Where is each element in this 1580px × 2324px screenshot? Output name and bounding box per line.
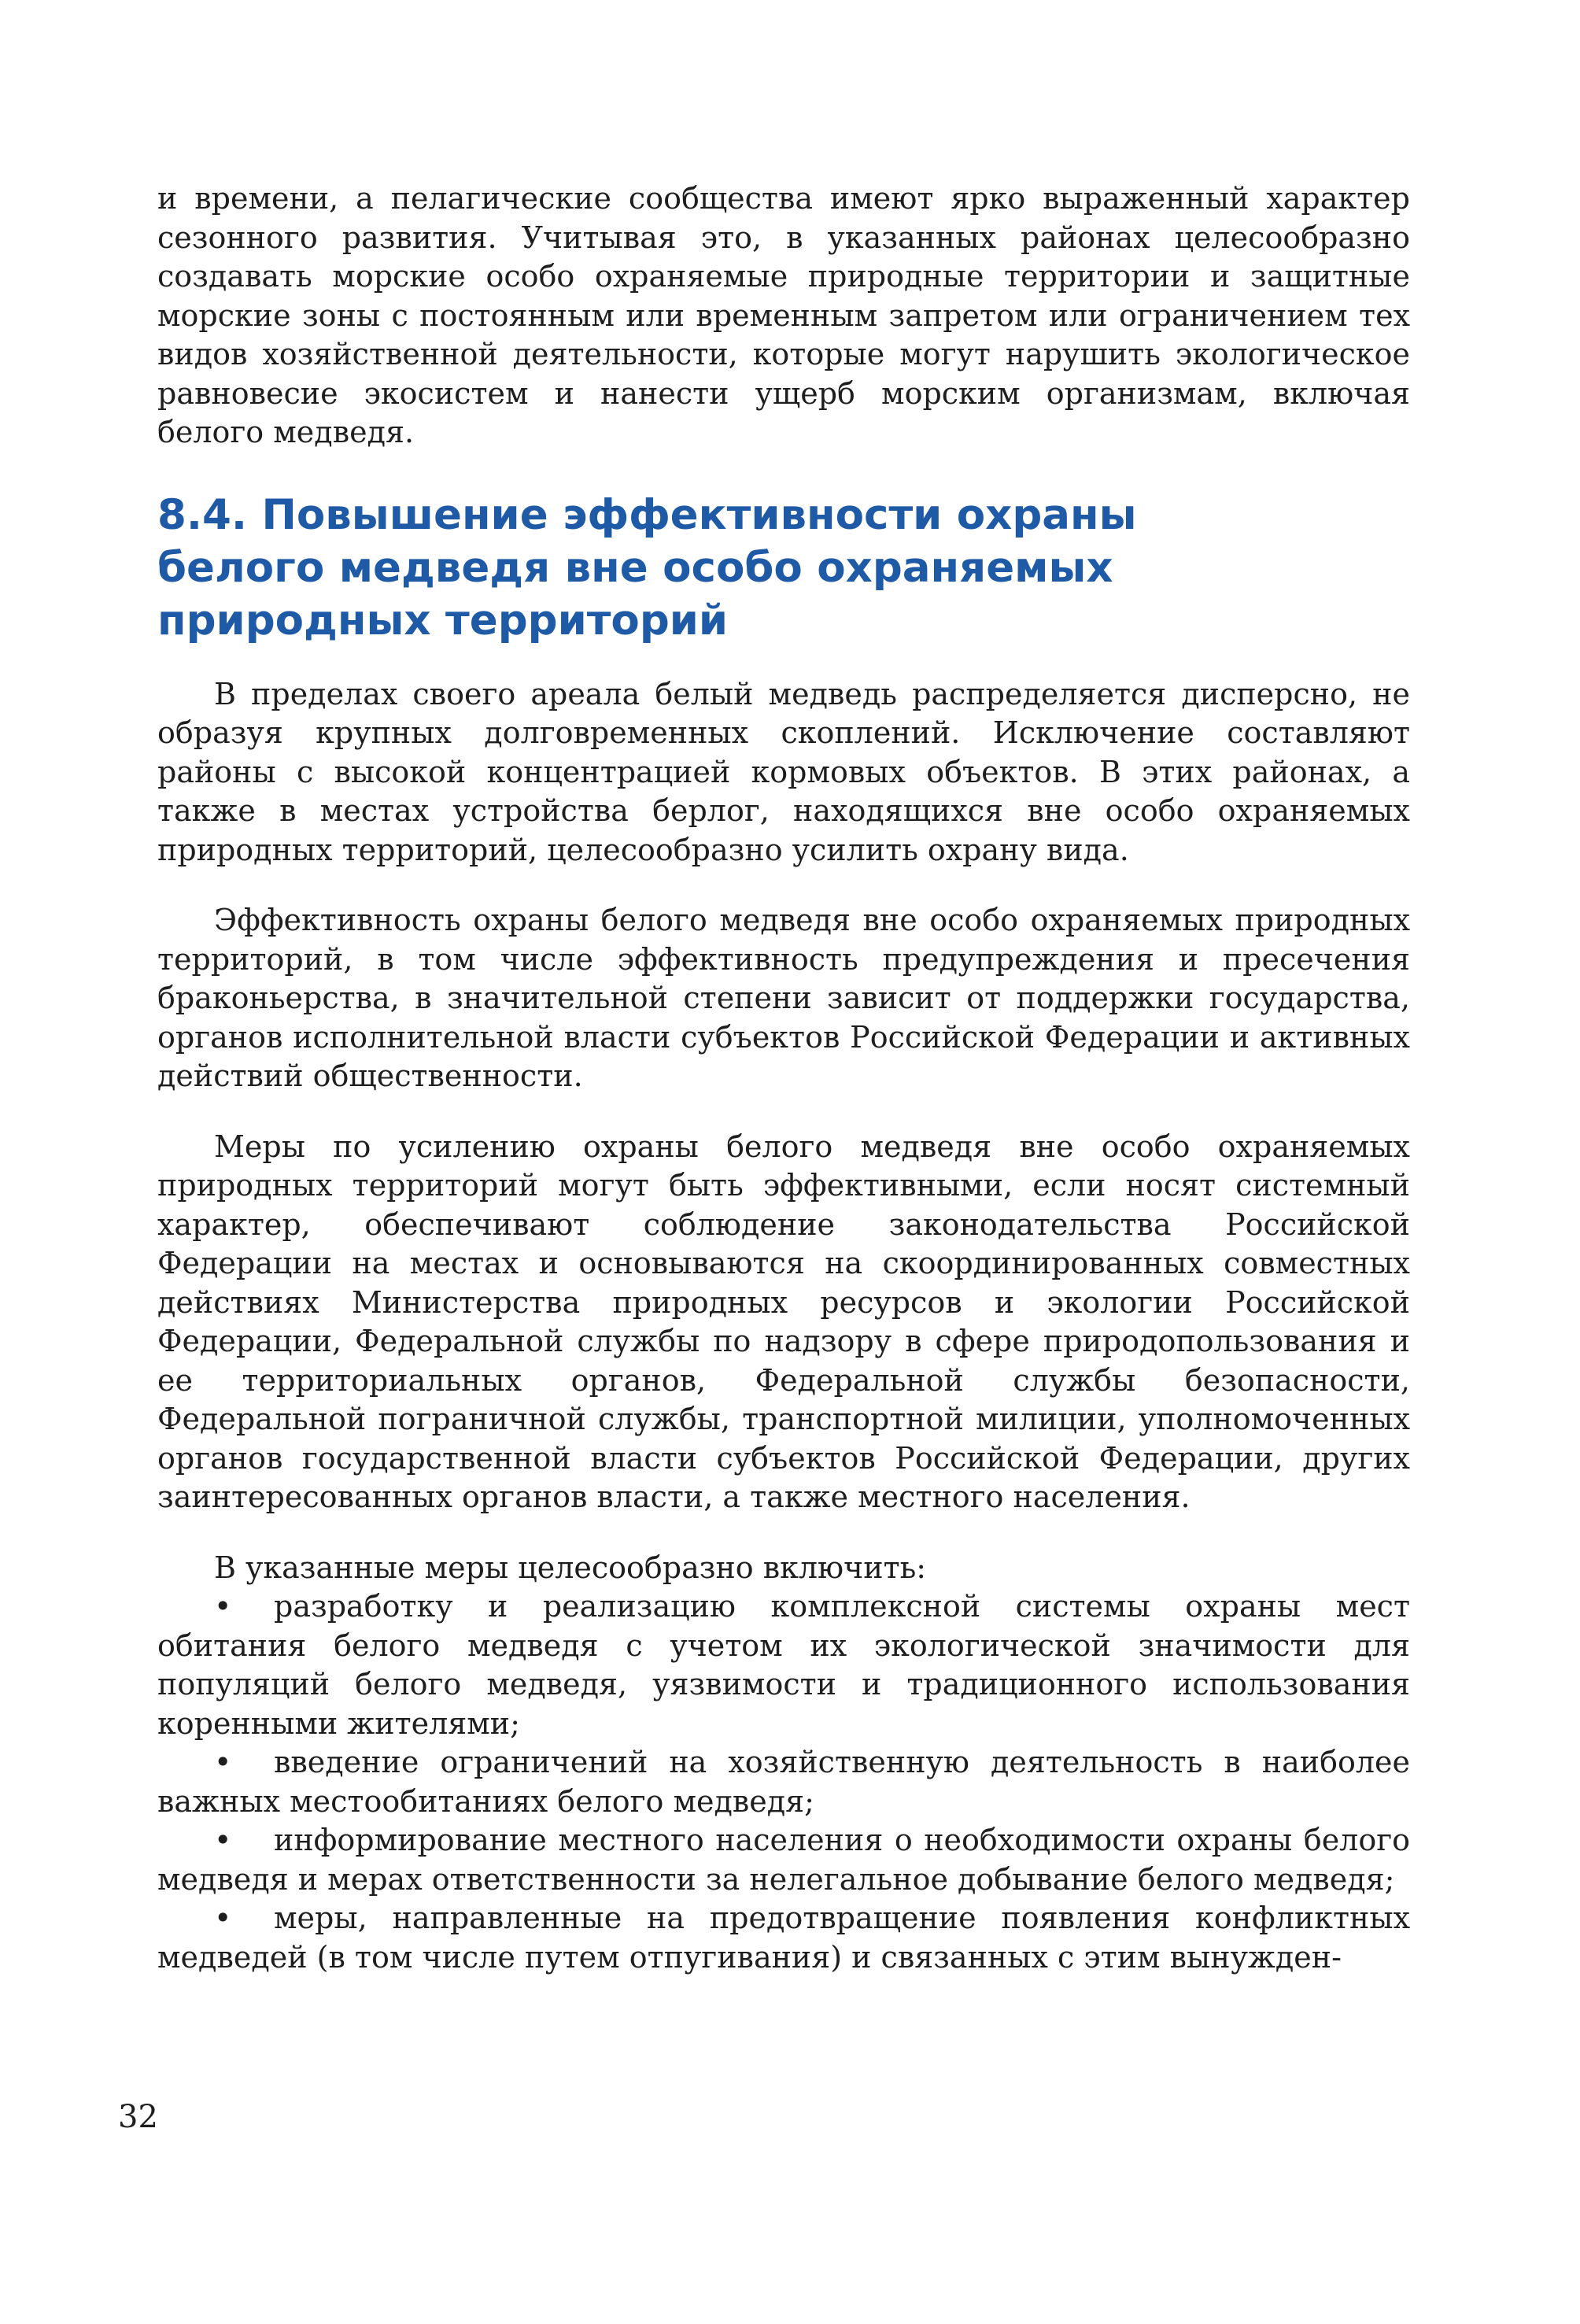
bullet-text-3: информирование местного населения о необходимости охраны белого медведя и мерах ответственности за нелегальное добывание белого медведя; <box>157 1823 1410 1897</box>
section-heading <box>157 489 1410 647</box>
bullet-item-3 <box>157 1821 1410 1899</box>
body-paragraph-1: В пределах своего ареала белый медведь распределяется дисперсно, не образуя крупных долговременных скоплений. Исключение составляют районы с высокой концентрацией кормовых объектов. В этих районах, а также в местах устройства берлог, находящихся вне особо охраняемых природных территорий, целесообразно усилить охрану вида. <box>157 676 1410 867</box>
bullet-marker: • <box>214 1589 232 1624</box>
section-heading-line-3: природных территорий <box>157 596 729 645</box>
text-column <box>157 179 1410 1977</box>
bullet-item-1 <box>157 1587 1410 1743</box>
bullet-text-4: меры, направленные на предотвращение появления конфликтных медведей (в том числе путем отпугивания) и связанных с этим вынужден- <box>157 1901 1410 1975</box>
bullet-marker: • <box>214 1745 232 1779</box>
page-number: 32 <box>118 2099 158 2135</box>
bullet-text-1: разработку и реализацию комплексной системы охраны мест обитания белого медведя с учетом их экологической значимости для популяций белого медведя, уязвимости и традиционного использования коренными жителями; <box>157 1589 1410 1741</box>
bullet-marker: • <box>214 1901 232 1935</box>
intro-paragraph: и времени, а пелагические сообщества имеют ярко выраженный характер сезонного развития. Учитывая это, в указанных районах целесообразно создавать морские особо охраняемые природные территории и защитные морские зоны с постоянным или временным запретом или ограничением тех видов хозяйственной деятельности, которые могут нарушить экологическое равновесие экосистем и нанести ущерб морским организмам, включая белого медведя. <box>157 181 1410 449</box>
body-paragraph-2: Эффективность охраны белого медведя вне особо охраняемых природных территорий, в том числе эффективность предупреждения и пресечения браконьерства, в значительной степени зависит от поддержки государства, органов исполнительной власти субъектов Российской Федерации и активных действий общественности. <box>157 903 1410 1093</box>
measures-intro: В указанные меры целесообразно включить: <box>214 1550 927 1585</box>
bullet-text-2: введение ограничений на хозяйственную деятельность в наиболее важных местообитаниях белого медведя; <box>157 1745 1410 1819</box>
body-paragraph-3: Меры по усилению охраны белого медведя вне особо охраняемых природных территорий могут быть эффективными, если носят системный характер, обеспечивают соблюдение законодательства Российской Федерации на местах и основываются на скоординированных совместных действиях Министерства природных ресурсов и экологии Российской Федерации, Федеральной службы по надзору в сфере природопользования и ее территориальных органов, Федеральной службы безопасности, Федеральной пограничной службы, транспортной милиции, уполномоченных органов государственной власти субъектов Российской Федерации, других заинтересованных органов власти, а также местного населения. <box>157 1129 1410 1514</box>
section-heading-line-2: белого медведя вне особо охраняемых <box>157 543 1113 592</box>
bullet-item-2 <box>157 1743 1410 1821</box>
bullet-item-4 <box>157 1899 1410 1977</box>
section-heading-line-1: 8.4. Повышение эффективности охраны <box>157 490 1137 539</box>
bullet-marker: • <box>214 1823 232 1857</box>
